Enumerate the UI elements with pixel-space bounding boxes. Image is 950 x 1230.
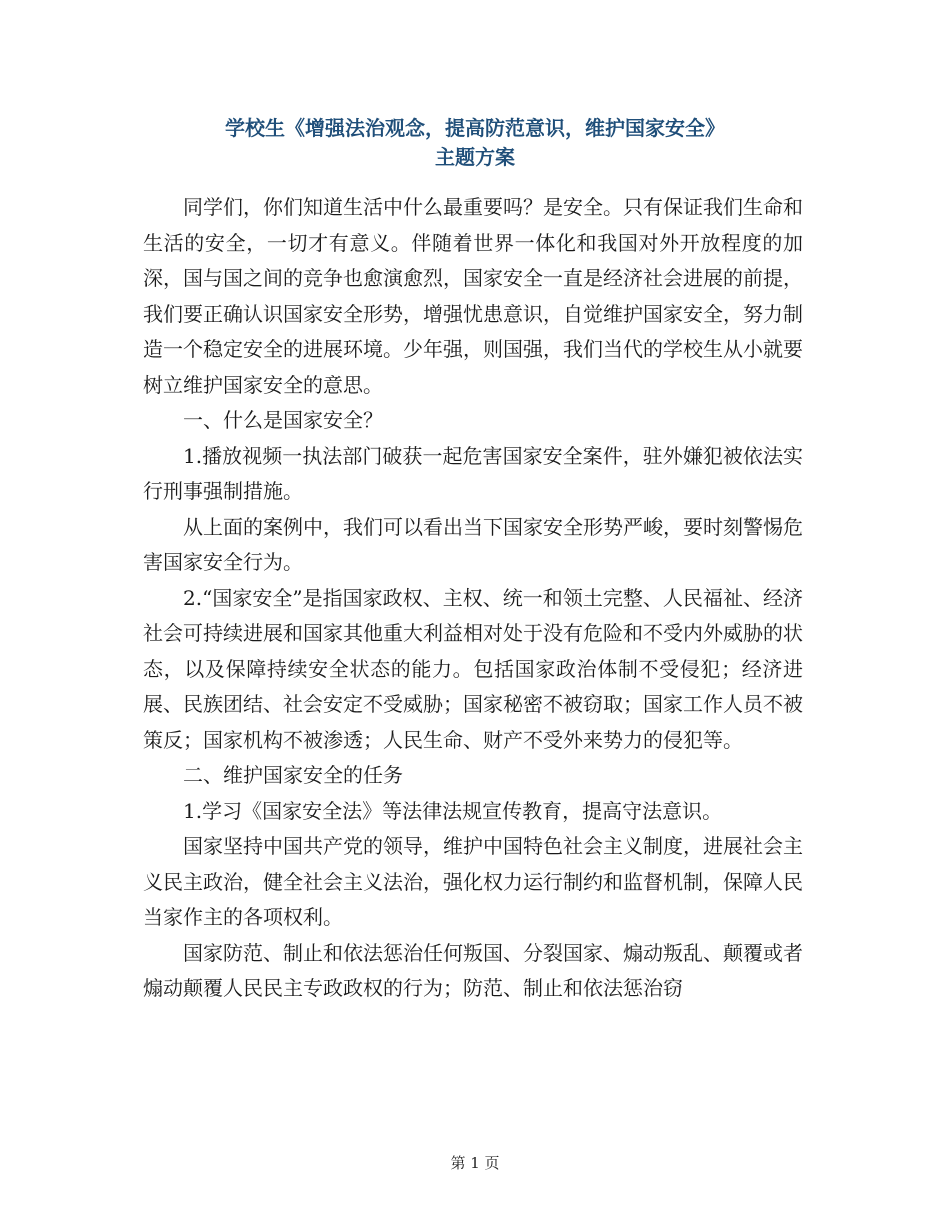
page-number: 第 1 页 [450, 1154, 500, 1172]
section-heading: 二、维护国家安全的任务 [183, 763, 403, 787]
paragraph: 1.播放视频一执法部门破获一起危害国家安全案件，驻外嫌犯被依法实行刑事强制措施。 [143, 443, 803, 503]
paragraph: 从上面的案例中，我们可以看出当下国家安全形势严峻，要时刻警惕危害国家安全行为。 [143, 514, 803, 574]
document-title-line2: 主题方案 [435, 145, 515, 169]
paragraph: 同学们，你们知道生活中什么最重要吗？是安全。只有保证我们生命和生活的安全，一切才有意义。伴随着世界一体化和我国对外开放程度的加深，国与国之间的竞争也愈演愈烈，国家安全一直是经济社会进展的前提，我们要正确认识国家安全形势，增强忧患意识，自觉维护国家安全，努力制造一个稳定安全的进展环境。少年强，则国强，我们当代的学校生从小就要树立维护国家安全的意思。 [143, 195, 803, 397]
paragraph: 国家坚持中国共产党的领导，维护中国特色社会主义制度，进展社会主义民主政治，健全社会主义法治，强化权力运行制约和监督机制，保障人民当家作主的各项权利。 [143, 834, 803, 929]
section-heading: 一、什么是国家安全？ [183, 408, 383, 432]
paragraph: 国家防范、制止和依法惩治任何叛国、分裂国家、煽动叛乱、颠覆或者煽动颠覆人民民主专政政权的行为；防范、制止和依法惩治窃 [143, 940, 803, 1000]
paragraph: 2.“国家安全”是指国家政权、主权、统一和领土完整、人民福祉、经济社会可持续进展和国家其他重大利益相对处于没有危险和不受内外威胁的状态，以及保障持续安全状态的能力。包括国家政治体制不受侵犯；经济进展、民族团结、社会安定不受威胁；国家秘密不被窃取；国家工作人员不被策反；国家机构不被渗透；人民生命、财产不受外来势力的侵犯等。 [143, 585, 803, 752]
paragraph: 1.学习《国家安全法》等法律法规宣传教育，提高守法意识。 [183, 798, 723, 823]
document-title: 学校生《增强法治观念，提高防范意识，维护国家安全》 [225, 116, 725, 140]
document-body [143, 190, 803, 1007]
